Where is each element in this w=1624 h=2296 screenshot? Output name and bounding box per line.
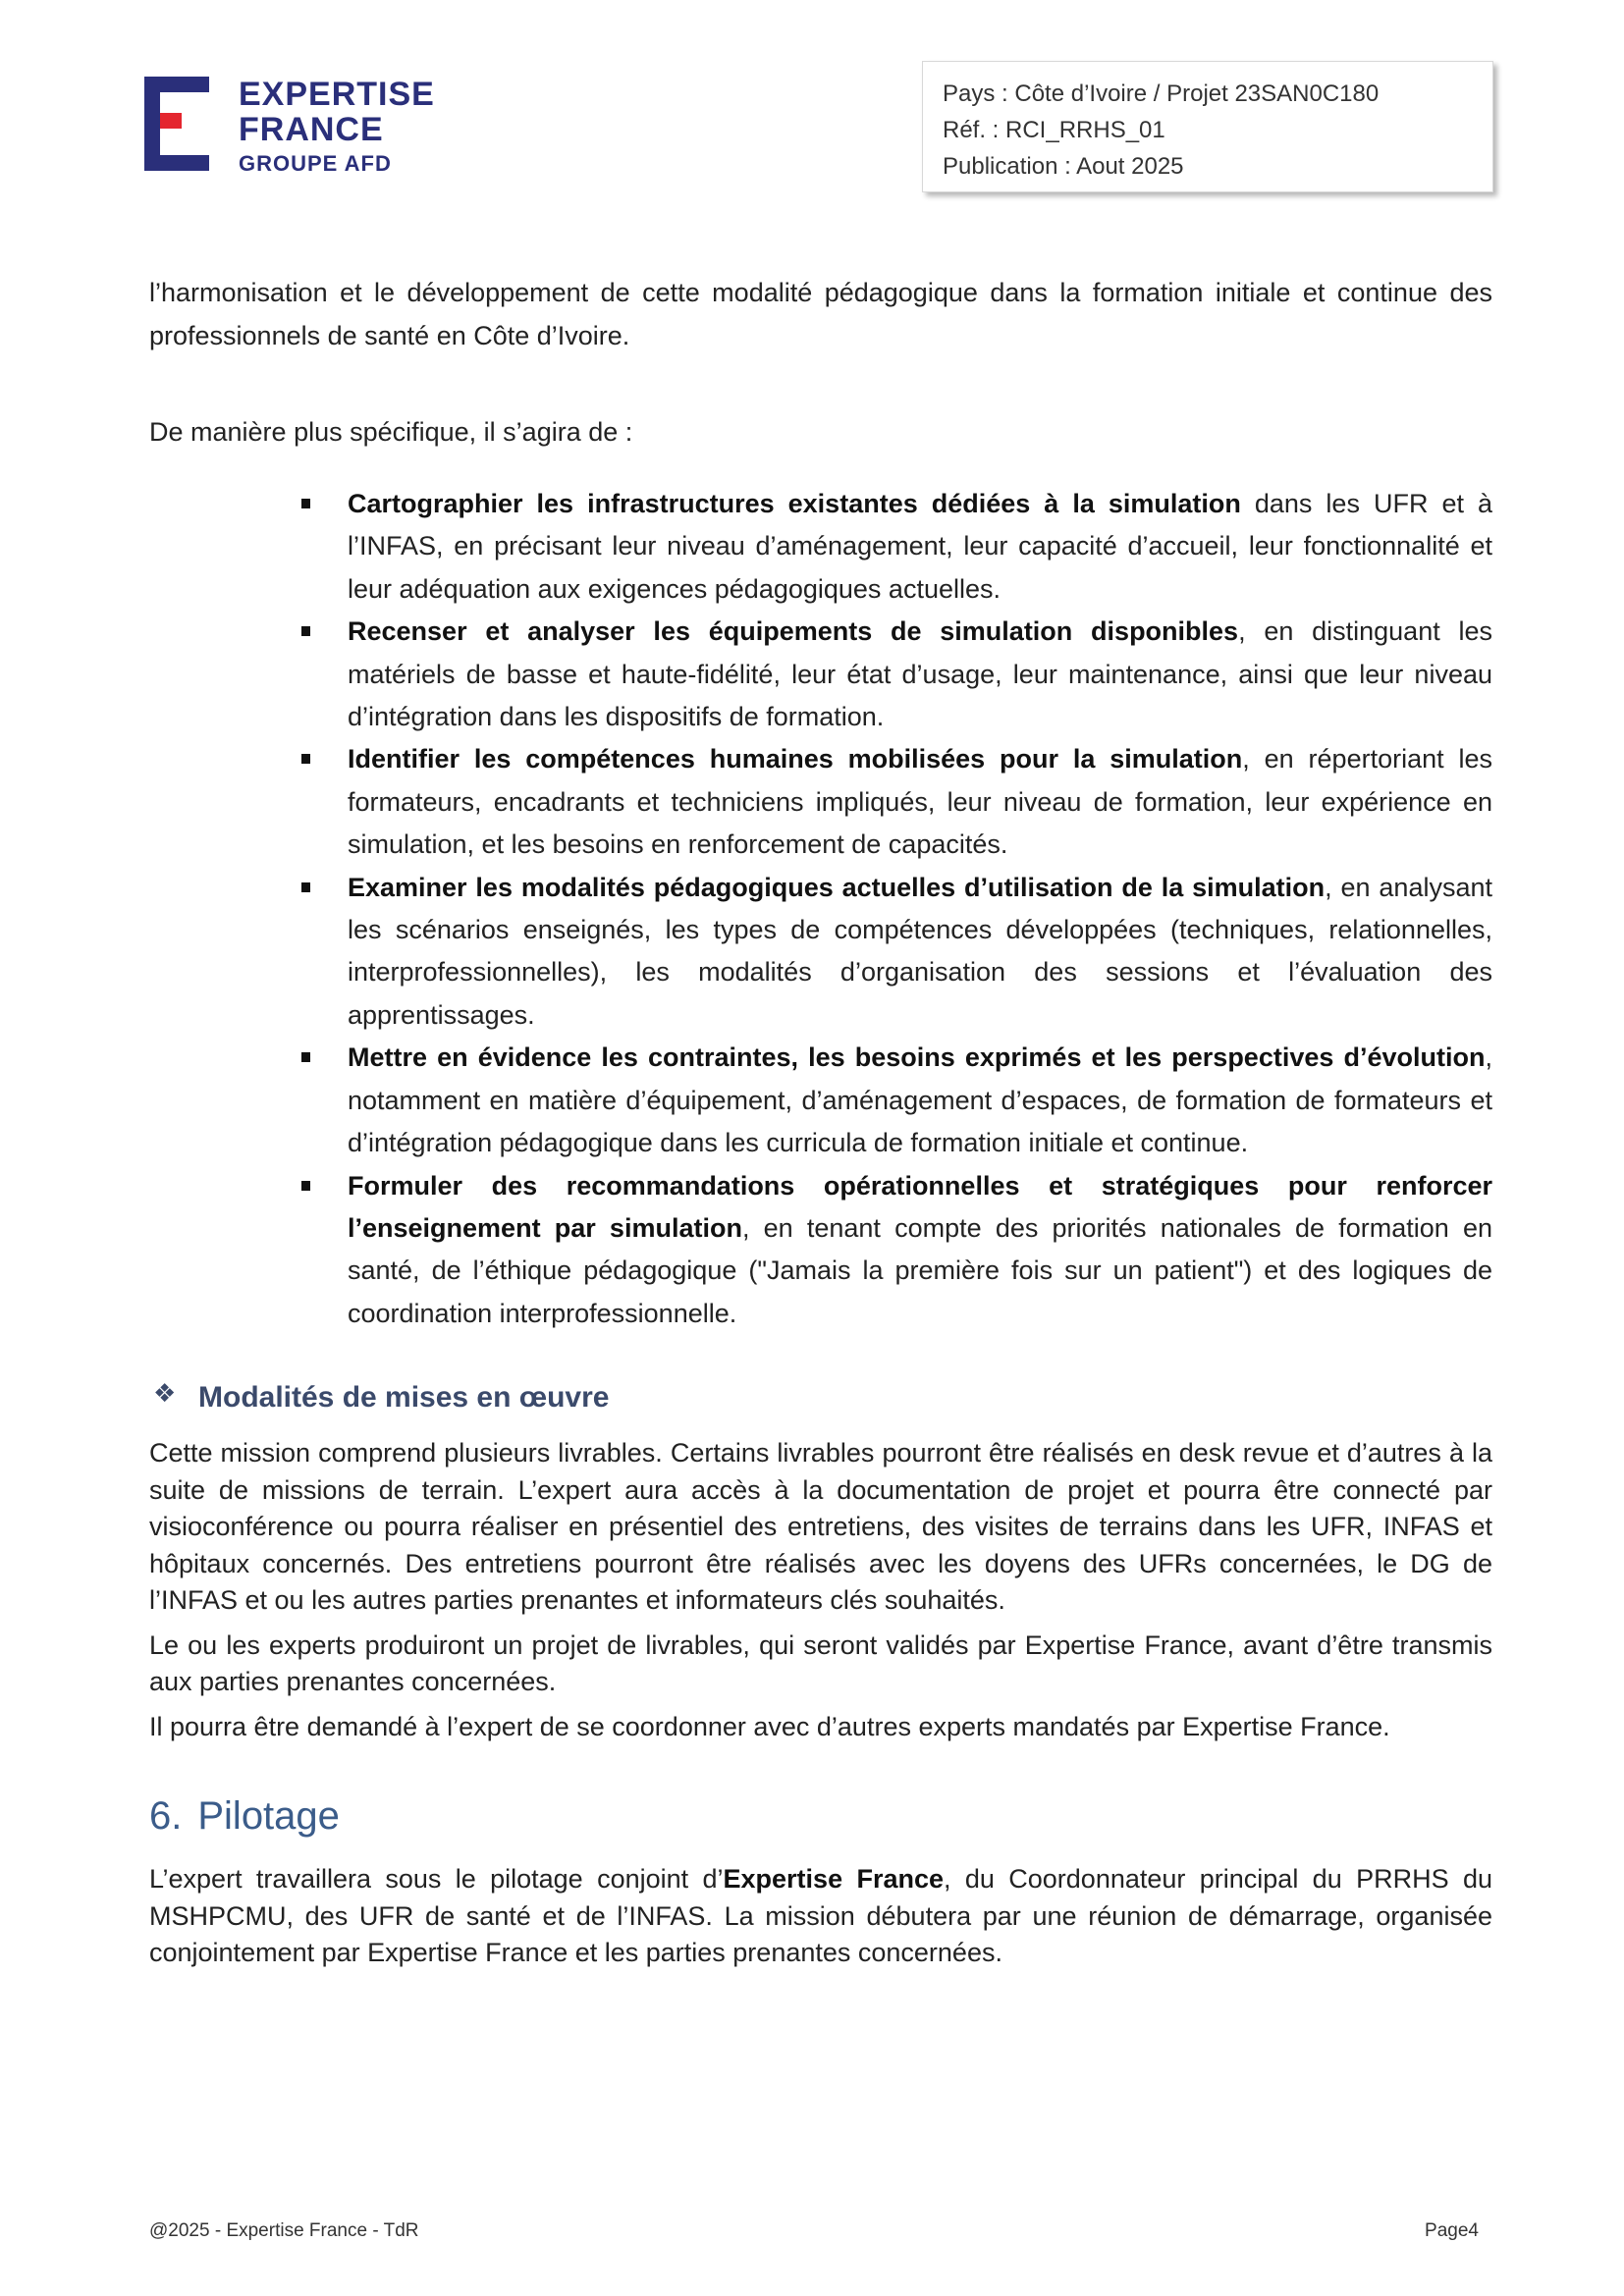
pilotage-text-bold: Expertise France (723, 1864, 944, 1895)
modalites-paragraph: Le ou les experts produiront un projet de livrables, qui seront validés par Expertise France, avant d’être transmis aux parties prenantes concernées. (149, 1629, 1492, 1697)
bullet-square-icon (301, 1052, 310, 1062)
list-item-text: dans les UFR et à l’INFAS, en précisant leur niveau d’aménagement, leur capacité d’accueil, leur fonctionnalité et leur adéquation aux exigences pédagogiques actuelles. (348, 489, 1492, 604)
section-number: 6. (149, 1794, 183, 1839)
expertise-france-logo-icon (144, 77, 209, 171)
expertise-france-logo (144, 77, 498, 175)
modalites-title: Modalités de mises en œuvre (198, 1381, 610, 1415)
footer-page-number: Page4 (1425, 2220, 1479, 2241)
list-item-bold: Recenser et analyser les équipements de simulation disponibles (348, 616, 1239, 647)
pilotage-paragraph (149, 1861, 1492, 1972)
modalites-section (149, 1435, 1492, 1745)
bullet-square-icon (301, 882, 310, 892)
ref-reference: Réf. : RCI_RRHS_01 (943, 117, 1165, 143)
pilotage-text-after: , du Coordonnateur principal du PRRHS du MSHPCMU, des UFR de santé et de l’INFAS. La mission débutera par une réunion de démarrage, organisée conjointement par Expertise France et les parties prenantes concernées. (149, 1864, 1492, 1968)
reference-box (922, 61, 1493, 192)
list-item (348, 867, 1492, 1038)
list-item-text: , notamment en matière d’équipement, d’aménagement d’espaces, de formation de formateurs et d’intégration pédagogique dans les curricula de formation initiale et continue. (348, 1042, 1492, 1158)
modalites-paragraph: Il pourra être demandé à l’expert de se coordonner avec d’autres experts mandatés par Expertise France. (149, 1711, 1390, 1741)
bullet-square-icon (301, 499, 310, 508)
ref-publication: Publication : Aout 2025 (943, 153, 1184, 180)
ref-pays: Pays : Côte d’Ivoire / Projet 23SAN0C180 (943, 80, 1380, 107)
logo-text (239, 77, 435, 179)
lead-paragraph: De manière plus spécifique, il s’agira de : (149, 417, 633, 447)
list-item-bold: Identifier les compétences humaines mobilisées pour la simulation (348, 744, 1243, 774)
list-item-text: , en distinguant les matériels de basse et haute-fidélité, leur état d’usage, leur maintenance, ainsi que leur niveau d’intégration dans les dispositifs de formation. (348, 616, 1492, 732)
logo-line-1: EXPERTISE (239, 76, 435, 113)
list-item (348, 738, 1492, 866)
bullet-square-icon (301, 1181, 310, 1191)
intro-paragraph: l’harmonisation et le développement de cette modalité pédagogique dans la formation initiale et continue des professionnels de santé en Côte d’Ivoire. (149, 278, 1492, 350)
main-content (149, 271, 1492, 1972)
list-item (348, 1037, 1492, 1164)
section-title: Pilotage (197, 1794, 340, 1839)
list-item (348, 1165, 1492, 1336)
diamond-bullet-icon: ❖ (153, 1378, 177, 1409)
logo-line-2: FRANCE (239, 111, 384, 148)
pilotage-text-before: L’expert travaillera sous le pilotage conjoint d’ (149, 1864, 724, 1895)
pilotage-heading (149, 1789, 1492, 1843)
list-item (348, 611, 1492, 738)
objectives-list (149, 483, 1492, 1335)
list-item-bold: Mettre en évidence les contraintes, les besoins exprimés et les perspectives d’évolution (348, 1042, 1486, 1073)
footer-copyright: @2025 - Expertise France - TdR (149, 2220, 419, 2241)
list-item-text: , en répertoriant les formateurs, encadrants et techniciens impliqués, leur niveau de formation, leur expérience en simulation, et les besoins en renforcement de capacités. (348, 744, 1492, 860)
list-item-bold: Cartographier les infrastructures existantes dédiées à la simulation (348, 489, 1241, 518)
pilotage-section (149, 1861, 1492, 1972)
list-item-text: , en tenant compte des priorités nationales de formation en santé, de l’éthique pédagogique ("Jamais la première fois sur un patient") et des logiques de coordination interprofessionnelle. (348, 1212, 1492, 1328)
modalites-heading (149, 1376, 1492, 1419)
bullet-square-icon (301, 626, 310, 636)
modalites-paragraph: Cette mission comprend plusieurs livrables. Certains livrables pourront être réalisés en desk revue et d’autres à la suite de missions de terrain. L’expert aura accès à la documentation de projet et pourra être connecté par visioconférence ou pourra réaliser en présentiel des entretiens, des visites de terrains dans les UFR, INFAS et hôpitaux concernés. Des entretiens pourront être réalisés avec les doyens des UFRs concernées, le DG de l’INFAS et ou les autres parties prenantes et informateurs clés souhaités. (149, 1438, 1492, 1616)
logo-line-3: GROUPE AFD (239, 151, 392, 176)
bullet-square-icon (301, 754, 310, 764)
list-item-bold: Examiner les modalités pédagogiques actuelles d’utilisation de la simulation (348, 872, 1326, 902)
list-item-text: , en analysant les scénarios enseignés, les types de compétences développées (techniques, relationnelles, interprofessionnelles), les modalités d’organisation des sessions et l’évaluation des apprentissages. (348, 872, 1492, 1030)
list-item (348, 483, 1492, 611)
list-item-bold: Formuler des recommandations opérationnelles et stratégiques pour renforcer l’enseignement par simulation (348, 1170, 1492, 1243)
